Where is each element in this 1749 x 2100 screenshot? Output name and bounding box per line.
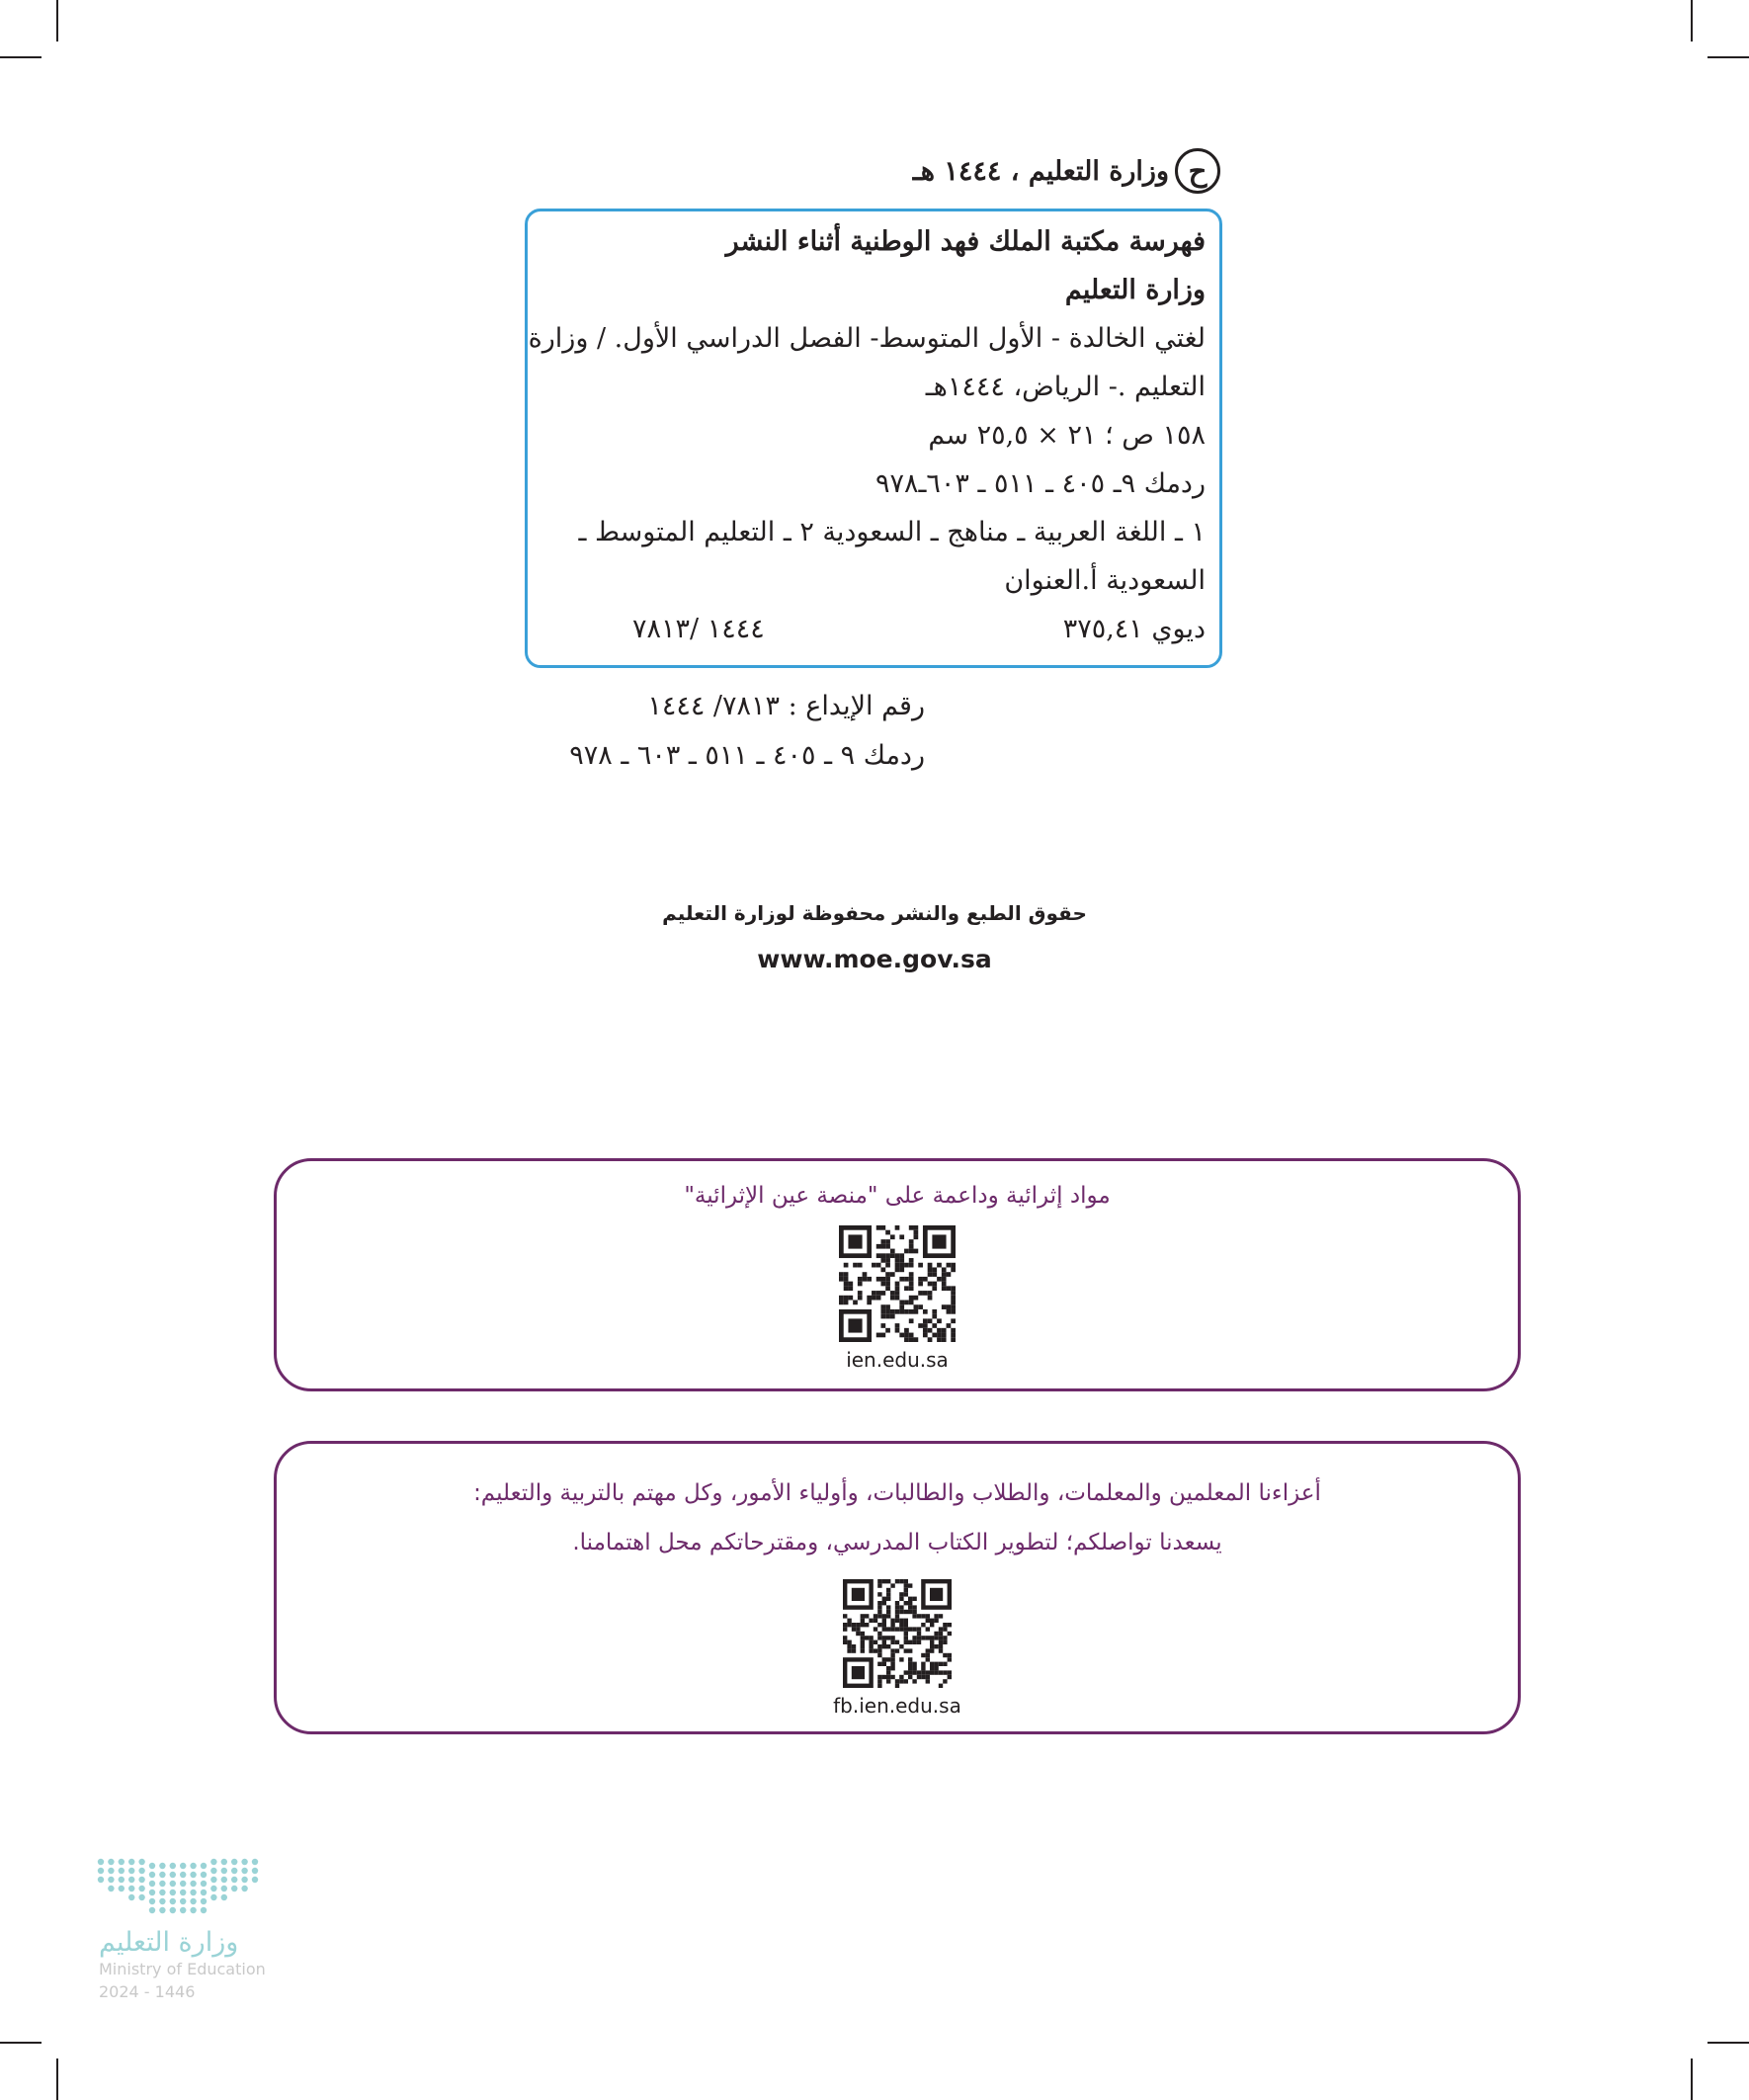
- catalog-line: التعليم .- الرياض، ١٤٤٤هـ: [925, 372, 1206, 402]
- copyright-line: [913, 146, 1220, 196]
- copyright-text: وزارة التعليم ، ١٤٤٤ هـ: [912, 155, 1169, 187]
- catalog-dewey-row: [541, 605, 1206, 653]
- catalog-line: ١٥٨ ص ؛ ٢١ × ٢٥,٥ سم: [928, 420, 1206, 451]
- feedback-text: أعزاءنا المعلمين والمعلمات، والطلاب والطالبات، وأولياء الأمور، وكل مهتم بالتربية والتعليم:: [473, 1480, 1321, 1506]
- ministry-logo-icon: [95, 1856, 263, 1917]
- crop-mark: [0, 56, 42, 58]
- catalog-title: فهرسة مكتبة الملك فهد الوطنية أثناء النشر: [725, 226, 1206, 257]
- catalog-line: السعودية أ.العنوان: [1004, 565, 1206, 596]
- website-link[interactable]: www.moe.gov.sa: [757, 945, 992, 973]
- catalog-line: لغتي الخالدة - الأول المتوسط- الفصل الدراسي الأول. / وزارة: [528, 323, 1206, 354]
- qr-url[interactable]: ien.edu.sa: [846, 1348, 949, 1372]
- crop-mark: [1707, 56, 1749, 58]
- crop-mark: [0, 2042, 42, 2044]
- qr-code-icon[interactable]: [843, 1579, 952, 1688]
- logo-arabic: وزارة التعليم: [99, 1927, 239, 1958]
- copyright-symbol: ح: [1175, 148, 1220, 194]
- catalog-deposit-number: ١٤٤٤ /٧٨١٣: [632, 614, 765, 644]
- catalog-author: وزارة التعليم: [1064, 275, 1206, 305]
- crop-mark: [1691, 0, 1693, 42]
- rights-statement: حقوق الطبع والنشر محفوظة لوزارة التعليم: [662, 901, 1087, 925]
- deposit-number: رقم الإيداع : ٧٨١٣/ ١٤٤٤: [647, 691, 925, 721]
- feedback-panel: [274, 1441, 1521, 1734]
- crop-mark: [1691, 2058, 1693, 2100]
- qr-url[interactable]: fb.ien.edu.sa: [833, 1694, 961, 1718]
- cataloging-box: [525, 209, 1222, 668]
- enrichment-panel: [274, 1158, 1521, 1391]
- enrichment-text: مواد إثرائية وداعمة على "منصة عين الإثرائية": [684, 1183, 1111, 1209]
- crop-mark: [56, 0, 58, 42]
- logo-english: Ministry of Education: [99, 1960, 266, 1978]
- feedback-text: يسعدنا تواصلكم؛ لتطوير الكتاب المدرسي، ومقترحاتكم محل اهتمامنا.: [572, 1530, 1222, 1555]
- deposit-info: [569, 682, 925, 781]
- dewey-number: ديوي ٣٧٥,٤١: [1062, 614, 1206, 644]
- ministry-logo: [95, 1856, 352, 2001]
- logo-year: 2024 - 1446: [99, 1982, 196, 2001]
- crop-mark: [56, 2058, 58, 2100]
- deposit-isbn: ردمك ٩ ـ ٤٠٥ ـ ٥١١ ـ ٦٠٣ ـ ٩٧٨: [569, 740, 925, 771]
- qr-code-icon[interactable]: [839, 1225, 956, 1342]
- catalog-isbn: ردمك ٩ـ ٤٠٥ ـ ٥١١ ـ ٦٠٣ـ٩٧٨: [874, 468, 1206, 499]
- crop-mark: [1707, 2042, 1749, 2044]
- catalog-subjects: ١ ـ اللغة العربية ـ مناهج ـ السعودية ٢ ـ التعليم المتوسط ـ: [578, 517, 1206, 547]
